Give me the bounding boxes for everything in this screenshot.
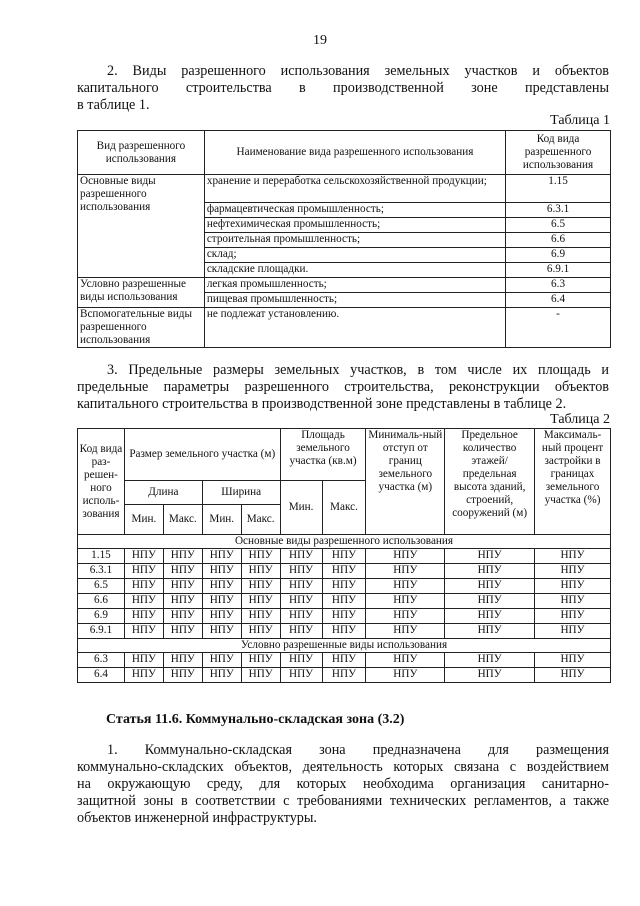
value-cell: НПУ — [202, 579, 241, 594]
value-cell: НПУ — [322, 653, 366, 668]
table-row — [78, 564, 611, 579]
value-cell: НПУ — [163, 653, 202, 668]
value-cell: НПУ — [366, 579, 445, 594]
value-cell: НПУ — [280, 564, 322, 579]
use-group-label: Основные виды разрешенного использования — [78, 175, 205, 278]
value-cell: НПУ — [366, 653, 445, 668]
value-cell: НПУ — [163, 668, 202, 683]
value-cell: НПУ — [535, 609, 611, 624]
table-2-header-code: Код вида раз-решен-ного исполь-зования — [78, 429, 125, 535]
table-2-header-floors: Предельное количество этажей/ предельная высота зданий, строений, сооружений (м) — [445, 429, 535, 535]
value-cell: НПУ — [280, 668, 322, 683]
table-2-header-width-max: Макс. — [241, 505, 280, 535]
use-name-cell: склад; — [204, 248, 505, 263]
value-cell: НПУ — [366, 668, 445, 683]
use-code-cell: 6.3.1 — [506, 203, 611, 218]
value-cell: НПУ — [241, 564, 280, 579]
paragraph-line: коммунально-складских объектов, деятельность которых связана с воздействием — [77, 759, 609, 775]
value-cell: НПУ — [366, 564, 445, 579]
value-cell: НПУ — [280, 609, 322, 624]
paragraph-2 — [77, 63, 609, 114]
paragraph-line: на окружающую среду, для которых необходима организация санитарно- — [77, 776, 609, 792]
table-2-header-length-max: Макс. — [163, 505, 202, 535]
table-1-header-code: Код вида разрешенного использования — [506, 131, 611, 175]
code-cell: 6.5 — [78, 579, 125, 594]
value-cell: НПУ — [241, 549, 280, 564]
value-cell: НПУ — [280, 579, 322, 594]
value-cell: НПУ — [366, 594, 445, 609]
paragraph-line: объектов инженерной инфраструктуры. — [77, 810, 317, 826]
value-cell: НПУ — [322, 624, 366, 639]
table-2-header-coverage: Максималь-ный процент застройки в границах земельного участка (%) — [535, 429, 611, 535]
table-2-header-size: Размер земельного участка (м) — [124, 429, 280, 481]
value-cell: НПУ — [124, 609, 163, 624]
value-cell: НПУ — [322, 549, 366, 564]
paragraph-line: 1. Коммунально-складская зона предназначена для размещения — [107, 742, 609, 758]
use-name-cell: складские площадки. — [204, 263, 505, 278]
value-cell: НПУ — [241, 609, 280, 624]
value-cell: НПУ — [202, 594, 241, 609]
value-cell: НПУ — [163, 594, 202, 609]
value-cell: НПУ — [535, 549, 611, 564]
value-cell: НПУ — [322, 668, 366, 683]
value-cell: НПУ — [202, 564, 241, 579]
use-group-label: Вспомогательные виды разрешенного использования — [78, 308, 205, 348]
value-cell: НПУ — [163, 564, 202, 579]
value-cell: НПУ — [280, 594, 322, 609]
value-cell: НПУ — [202, 609, 241, 624]
value-cell: НПУ — [163, 549, 202, 564]
table-2-header-area: Площадь земельного участка (кв.м) — [280, 429, 366, 481]
code-cell: 6.3 — [78, 653, 125, 668]
table-2-header-area-max: Макс. — [322, 481, 366, 535]
table-2-header-width: Ширина — [202, 481, 280, 505]
value-cell: НПУ — [366, 624, 445, 639]
use-name-cell: строительная промышленность; — [204, 233, 505, 248]
value-cell: НПУ — [241, 594, 280, 609]
table-row — [78, 668, 611, 683]
value-cell: НПУ — [535, 594, 611, 609]
value-cell: НПУ — [535, 579, 611, 594]
value-cell: НПУ — [445, 594, 535, 609]
value-cell: НПУ — [241, 624, 280, 639]
value-cell: НПУ — [322, 579, 366, 594]
value-cell: НПУ — [124, 549, 163, 564]
use-code-cell: 6.9.1 — [506, 263, 611, 278]
value-cell: НПУ — [535, 653, 611, 668]
value-cell: НПУ — [202, 549, 241, 564]
value-cell: НПУ — [280, 549, 322, 564]
table-2-header-width-min: Мин. — [202, 505, 241, 535]
table-2-header-setback: Минималь-ный отступ от границ земельного участка (м) — [366, 429, 445, 535]
table-1-caption: Таблица 1 — [550, 113, 610, 128]
table-1 — [77, 130, 611, 348]
value-cell: НПУ — [445, 609, 535, 624]
use-name-cell: нефтехимическая промышленность; — [204, 218, 505, 233]
section-row — [78, 639, 611, 653]
table-row — [78, 579, 611, 594]
value-cell: НПУ — [202, 668, 241, 683]
use-group-label: Условно разрешенные виды использования — [78, 278, 205, 308]
use-code-cell: 6.5 — [506, 218, 611, 233]
table-2-caption: Таблица 2 — [550, 412, 610, 427]
value-cell: НПУ — [322, 609, 366, 624]
table-2-header-length: Длина — [124, 481, 202, 505]
value-cell: НПУ — [280, 653, 322, 668]
value-cell: НПУ — [445, 579, 535, 594]
use-code-cell: 6.9 — [506, 248, 611, 263]
value-cell: НПУ — [124, 594, 163, 609]
table-2 — [77, 428, 611, 683]
code-cell: 6.3.1 — [78, 564, 125, 579]
paragraph-line: защитной зоны в соответствии с требованиями технических регламентов, а также — [77, 793, 609, 809]
value-cell: НПУ — [202, 653, 241, 668]
value-cell: НПУ — [535, 668, 611, 683]
paragraph-line: капитального строительства в производственной зоне представлены — [77, 80, 609, 96]
paragraph-line: капитального строительства в производственной зоне представлены в таблице 2. — [77, 396, 567, 412]
value-cell: НПУ — [163, 609, 202, 624]
value-cell: НПУ — [322, 564, 366, 579]
paragraph-line: 2. Виды разрешенного использования земельных участков и объектов — [107, 63, 609, 79]
value-cell: НПУ — [445, 668, 535, 683]
table-2-header-length-min: Мин. — [124, 505, 163, 535]
use-code-cell: 6.4 — [506, 293, 611, 308]
code-cell: 6.4 — [78, 668, 125, 683]
table-2-header-area-min: Мин. — [280, 481, 322, 535]
value-cell: НПУ — [124, 624, 163, 639]
use-name-cell: фармацевтическая промышленность; — [204, 203, 505, 218]
section-title: Основные виды разрешенного использования — [78, 535, 611, 549]
use-code-cell: 6.6 — [506, 233, 611, 248]
use-name-cell: хранение и переработка сельскохозяйственной продукции; — [204, 175, 505, 203]
page-number: 19 — [313, 33, 327, 48]
value-cell: НПУ — [322, 594, 366, 609]
value-cell: НПУ — [366, 549, 445, 564]
table-row — [78, 594, 611, 609]
value-cell: НПУ — [124, 668, 163, 683]
value-cell: НПУ — [535, 624, 611, 639]
use-name-cell: не подлежат установлению. — [204, 308, 505, 348]
article-paragraph — [77, 742, 609, 827]
code-cell: 6.9.1 — [78, 624, 125, 639]
code-cell: 1.15 — [78, 549, 125, 564]
paragraph-line: 3. Предельные размеры земельных участков, в том числе их площадь и — [107, 362, 609, 378]
use-name-cell: пищевая промышленность; — [204, 293, 505, 308]
value-cell: НПУ — [445, 564, 535, 579]
use-code-cell: - — [506, 308, 611, 348]
section-title: Условно разрешенные виды использования — [78, 639, 611, 653]
paragraph-line: предельные параметры разрешенного строительства, реконструкции объектов — [77, 379, 609, 395]
value-cell: НПУ — [202, 624, 241, 639]
article-heading: Статья 11.6. Коммунально-складская зона (3.2) — [106, 712, 405, 727]
use-code-cell: 1.15 — [506, 175, 611, 203]
paragraph-3 — [77, 362, 609, 413]
use-code-cell: 6.3 — [506, 278, 611, 293]
value-cell: НПУ — [124, 653, 163, 668]
table-row — [78, 549, 611, 564]
paragraph-line: в таблице 1. — [77, 97, 150, 113]
value-cell: НПУ — [445, 624, 535, 639]
value-cell: НПУ — [241, 653, 280, 668]
table-1-header-name: Наименование вида разрешенного использования — [204, 131, 505, 175]
table-row — [78, 609, 611, 624]
value-cell: НПУ — [366, 609, 445, 624]
use-name-cell: легкая промышленность; — [204, 278, 505, 293]
value-cell: НПУ — [535, 564, 611, 579]
value-cell: НПУ — [241, 579, 280, 594]
value-cell: НПУ — [241, 668, 280, 683]
section-row — [78, 535, 611, 549]
value-cell: НПУ — [445, 549, 535, 564]
code-cell: 6.9 — [78, 609, 125, 624]
code-cell: 6.6 — [78, 594, 125, 609]
value-cell: НПУ — [163, 579, 202, 594]
table-row — [78, 624, 611, 639]
table-row — [78, 653, 611, 668]
value-cell: НПУ — [124, 564, 163, 579]
value-cell: НПУ — [445, 653, 535, 668]
value-cell: НПУ — [280, 624, 322, 639]
value-cell: НПУ — [163, 624, 202, 639]
value-cell: НПУ — [124, 579, 163, 594]
table-1-header-type: Вид разрешенного использования — [78, 131, 205, 175]
